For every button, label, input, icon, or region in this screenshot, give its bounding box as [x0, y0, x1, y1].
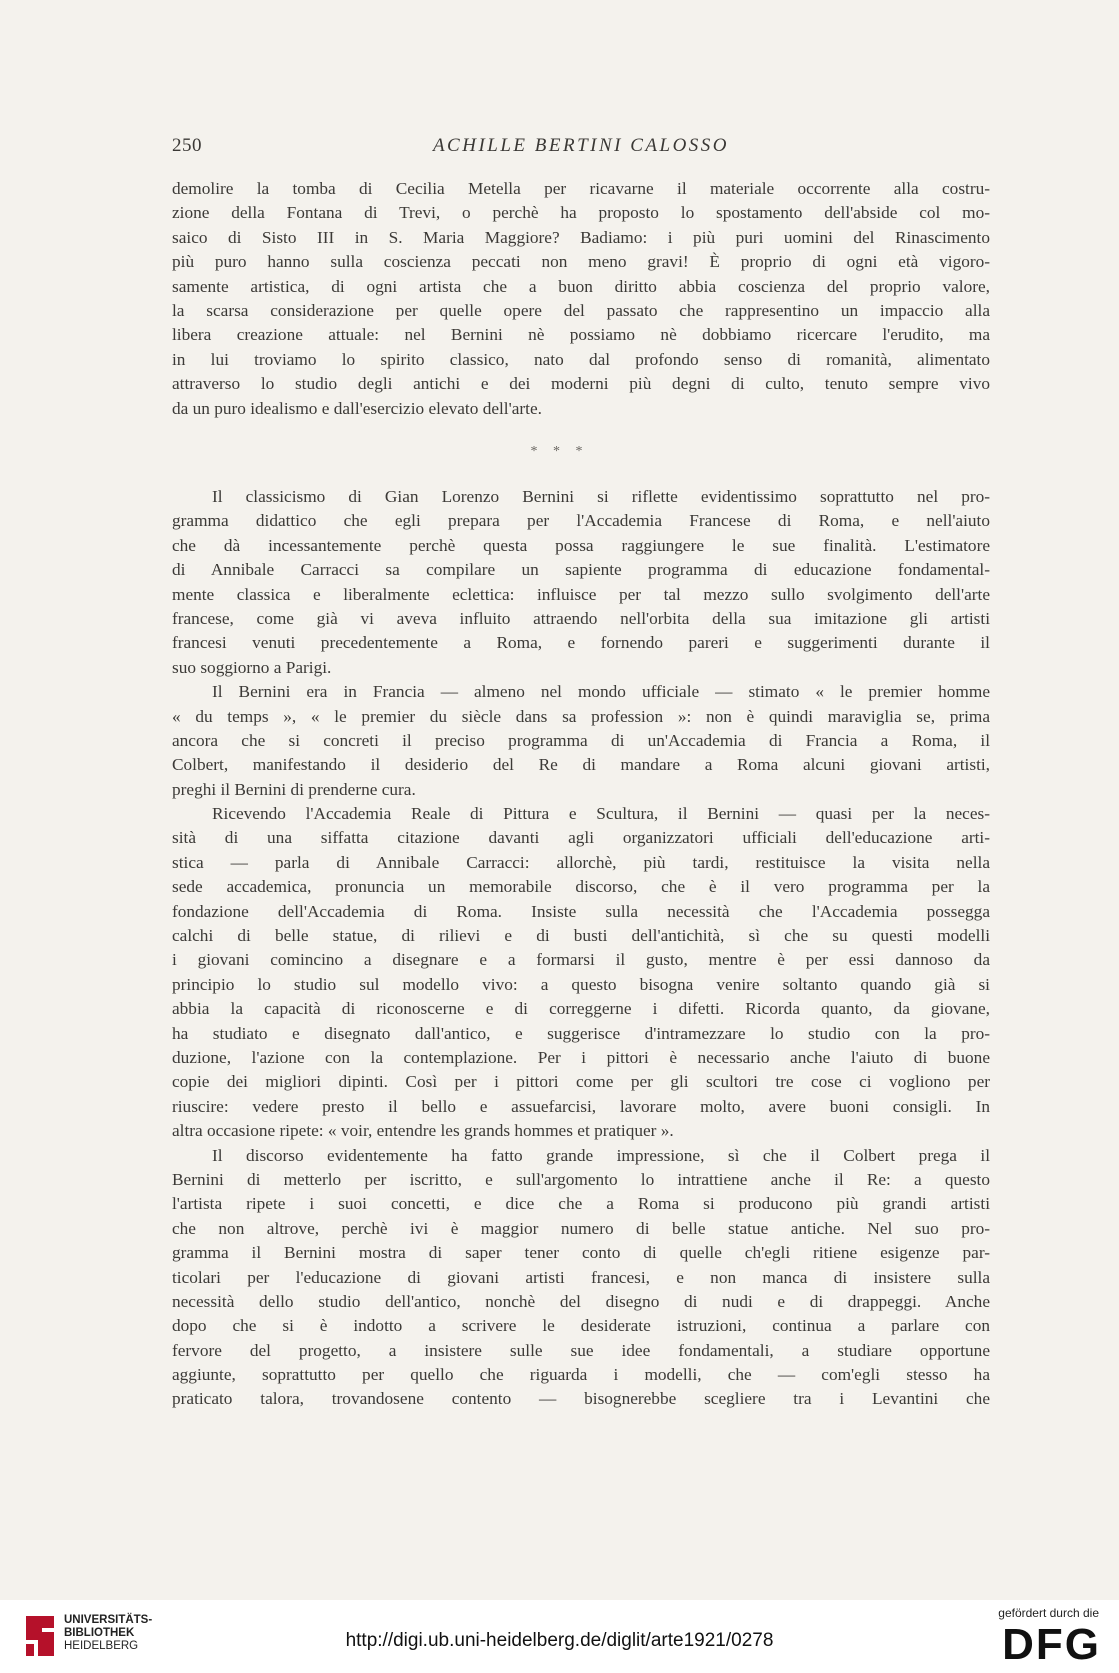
section-asterism: * * *: [530, 444, 589, 459]
text-line: Il classicismo di Gian Lorenzo Bernini si riflette evidentissimo soprattutto nel pro-: [212, 487, 990, 506]
text-line: l'artista ripete i suoi concetti, e dice che a Roma si producono più grandi artisti: [172, 1194, 990, 1214]
dfg-logo: DFG: [1002, 1620, 1101, 1669]
library-name-line: UNIVERSITÄTS-: [64, 1614, 153, 1626]
text-line: preghi il Bernini di prenderne cura.: [172, 779, 416, 799]
running-title: ACHILLE BERTINI CALOSSO: [432, 135, 730, 156]
text-line: altra occasione ripete: « voir, entendre les grands hommes et pratiquer ».: [172, 1121, 674, 1141]
source-url-link[interactable]: http://digi.ub.uni-heidelberg.de/diglit/arte1921/0278: [345, 1630, 774, 1651]
paragraph-continuation: [172, 177, 990, 421]
text-line: « du temps », « le premier du siècle dans sa profession »: non è quindi maraviglia se, prima: [172, 706, 990, 726]
text-line: dopo che si è indotto a scrivere le desiderate istruzioni, continua a parlare con: [172, 1316, 990, 1336]
text-line: più puro hanno sulla coscienza peccati non meno gravi! È proprio di ogni età vigoro-: [172, 252, 990, 272]
text-line: i giovani comincino a disegnare e a formarsi il gusto, mentre è per essi dannoso da: [172, 950, 990, 970]
text-line: libera creazione attuale: nel Bernini nè possiamo nè dobbiamo ricercare l'erudito, ma: [172, 325, 990, 345]
text-line: gramma didattico che egli prepara per l'Accademia Francese di Roma, e nell'aiuto: [172, 511, 990, 531]
text-line: duzione, l'azione con la contemplazione. Per i pittori è necessario anche l'aiuto di buone: [172, 1047, 990, 1067]
text-line: necessità dello studio dell'antico, nonchè del disegno di nudi e di drappeggi. Anche: [172, 1291, 990, 1311]
text-line: aggiunte, soprattutto per quello che riguarda i modelli, che — com'egli stesso ha: [172, 1365, 990, 1385]
text-line: sede accademica, pronuncia un memorabile discorso, che è il vero programma per la: [172, 877, 990, 897]
text-line: demolire la tomba di Cecilia Metella per ricavarne il materiale occorrente alla costru-: [172, 179, 990, 198]
text-line: copie dei migliori dipinti. Così per i pittori come per gli scultori tre cose ci vogliono per: [172, 1072, 990, 1092]
page-number: 250: [172, 135, 202, 156]
text-line: francesi venuti precedentemente a Roma, e fornendo pareri e suggerimenti durante il: [172, 633, 990, 653]
text-line: di Annibale Carracci sa compilare un sapiente programma di educazione fondamental-: [172, 560, 990, 580]
text-line: abbia la capacità di riconoscerne e di correggerne i difetti. Ricorda quanto, da giovane,: [172, 999, 990, 1019]
page-header: [172, 135, 990, 165]
text-line: francese, come già vi aveva influito attraendo nell'orbita della sua imitazione gli artisti: [172, 608, 990, 628]
text-line: fervore del progetto, a insistere sulle sue idee fondamentali, a studiare opportune: [172, 1340, 990, 1360]
text-line: saico di Sisto III in S. Maria Maggiore? Badiamo: i più puri uomini del Rinascimento: [172, 227, 990, 247]
text-line: Il Bernini era in Francia — almeno nel mondo ufficiale — stimato « le premier homme: [212, 682, 990, 702]
text-line: samente artistica, di ogni artista che a buon diritto abbia coscienza del proprio valore,: [172, 276, 990, 296]
text-line: Bernini di metterlo per iscritto, e sull'argomento lo intrattiene anche il Re: a questo: [172, 1169, 990, 1189]
text-line: Il discorso evidentemente ha fatto grande impressione, sì che il Colbert prega il: [212, 1145, 990, 1165]
text-line: praticato talora, trovandosene contento — bisognerebbe scegliere tra i Levantini che: [172, 1389, 990, 1409]
text-line: da un puro idealismo e dall'esercizio elevato dell'arte.: [172, 398, 542, 418]
text-line: mente classica e liberalmente eclettica: influisce per tal mezzo sullo svolgimento dell'arte: [172, 584, 990, 604]
text-line: ancora che si concreti il preciso programma di un'Accademia di Francia a Roma, il: [172, 730, 990, 750]
text-line: Ricevendo l'Accademia Reale di Pittura e Scultura, il Bernini — quasi per la neces-: [212, 804, 990, 824]
text-line: zione della Fontana di Trevi, o perchè ha proposto lo spostamento dell'abside col mo-: [172, 203, 990, 223]
funding-caption: gefördert durch die: [998, 1606, 1099, 1620]
library-name-line: BIBLIOTHEK: [64, 1627, 135, 1639]
text-line: attraverso lo studio degli antichi e dei moderni più degni di culto, tenuto sempre vivo: [172, 374, 990, 394]
text-line: calchi di belle statue, di rilievi e di busti dell'antichità, sì che su questi modelli: [172, 926, 990, 946]
digitization-footer: [0, 1600, 1119, 1673]
text-line: ha studiato e disegnato dall'antico, e suggerisce d'intramezzare lo studio con la pro-: [172, 1023, 990, 1043]
text-line: in lui troviamo lo spirito classico, nato dal profondo senso di romanità, alimentato: [172, 349, 990, 369]
text-line: che non altrove, perchè ivi è maggior numero di belle statue antiche. Nel suo pro-: [172, 1218, 990, 1238]
library-name-line: HEIDELBERG: [64, 1640, 139, 1652]
main-text: [172, 485, 990, 1412]
text-line: ticolari per l'educazione di giovani artisti francesi, e non manca di insistere sulla: [172, 1267, 990, 1287]
text-line: stica — parla di Annibale Carracci: allorchè, più tardi, restituisce la visita nella: [172, 852, 990, 872]
text-line: riuscire: vedere presto il bello e assuefarcisi, lavorare molto, avere buoni consigli. In: [172, 1096, 990, 1116]
text-line: la scarsa considerazione per quelle opere del passato che rappresentino un impaccio alla: [172, 300, 990, 320]
text-line: principio lo studio sul modello vivo: a questo bisogna venire soltanto quando già si: [172, 974, 990, 994]
text-line: fondazione dell'Accademia di Roma. Insiste sulla necessità che l'Accademia possegga: [172, 901, 990, 921]
text-line: sità di una siffatta citazione davanti agli organizzatori ufficiali dell'educazione arti-: [172, 828, 990, 848]
text-line: che dà incessantemente perchè questa possa raggiungere le sue finalità. L'estimatore: [172, 535, 990, 555]
text-line: gramma il Bernini mostra di saper tener conto di quelle ch'egli ritiene esigenze par-: [172, 1243, 990, 1263]
text-line: suo soggiorno a Parigi.: [172, 657, 332, 677]
text-line: Colbert, manifestando il desiderio del Re di mandare a Roma alcuni giovani artisti,: [172, 755, 990, 775]
